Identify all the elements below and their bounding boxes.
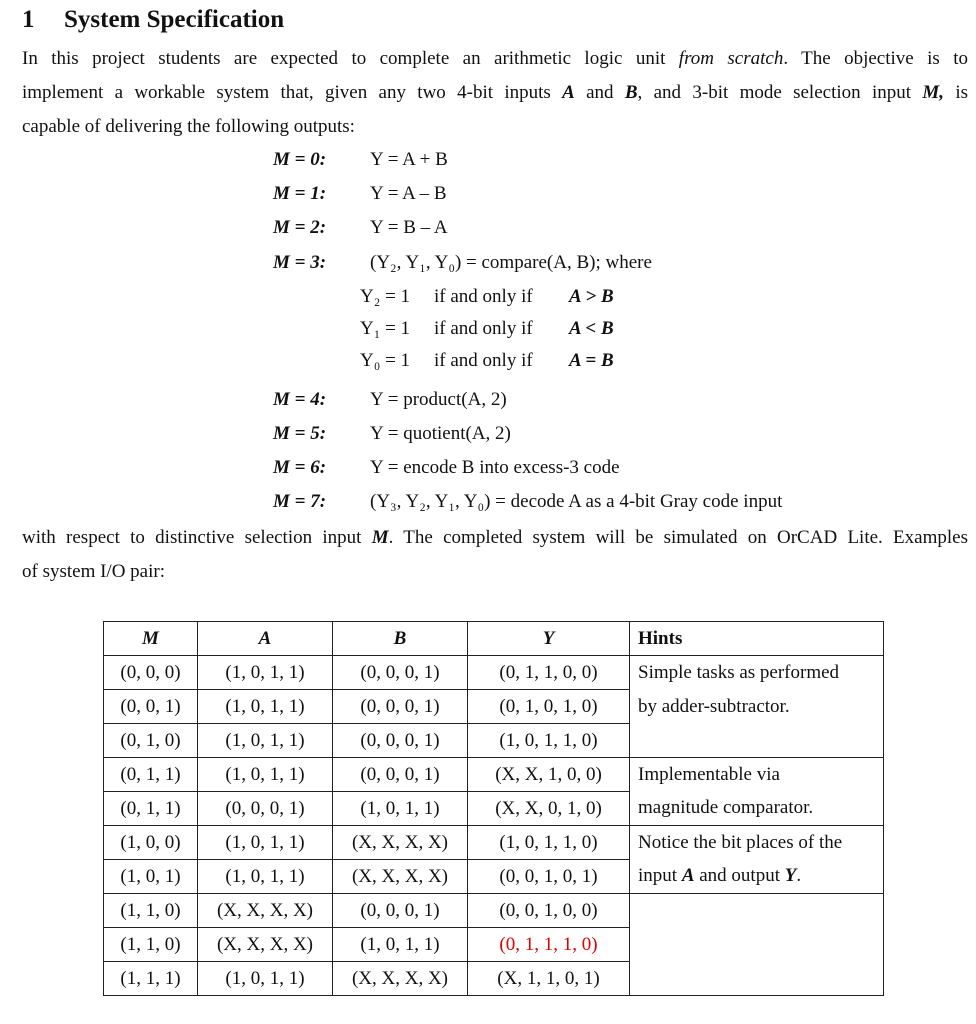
cell-hint <box>630 962 884 996</box>
table-row <box>104 724 884 758</box>
mode-label: M = 3: <box>273 252 327 273</box>
intro-line-1: In this project students are expected to complete an arithmetic logic unit from scratch. The objective is to <box>22 48 968 69</box>
cell-m: (0, 0, 0) <box>104 656 198 690</box>
cell-hint: Simple tasks as performed <box>630 656 884 690</box>
section-title: System Specification <box>64 6 285 33</box>
cell-m: (1, 1, 0) <box>104 928 198 962</box>
compare-cond: if and only if <box>434 286 533 307</box>
cell-m: (1, 1, 0) <box>104 894 198 928</box>
mode-label: M = 0: <box>273 149 327 170</box>
outro-line-1: with respect to distinctive selection input M. The completed system will be simulated on OrCAD Lite. Examples <box>22 527 968 548</box>
cell-b: (0, 0, 0, 1) <box>333 894 468 928</box>
mode-expr: Y = quotient(A, 2) <box>370 423 511 444</box>
cell-y: (0, 0, 1, 0, 1) <box>468 860 630 894</box>
mode-label: M = 6: <box>273 457 327 478</box>
cell-a: (1, 0, 1, 1) <box>198 724 333 758</box>
cell-a: (1, 0, 1, 1) <box>198 758 333 792</box>
cell-hint: Notice the bit places of the <box>630 826 884 860</box>
table-row <box>104 758 884 792</box>
cell-hint: by adder-subtractor. <box>630 690 884 724</box>
cell-y: (1, 0, 1, 1, 0) <box>468 826 630 860</box>
mode-label: M = 1: <box>273 183 327 204</box>
cell-b: (X, X, X, X) <box>333 962 468 996</box>
compare-out: Y₀ = 1 <box>360 350 411 371</box>
cell-a: (X, X, X, X) <box>198 928 333 962</box>
header-hints: Hints <box>630 622 884 656</box>
cell-a: (0, 0, 0, 1) <box>198 792 333 826</box>
cell-b: (0, 0, 0, 1) <box>333 690 468 724</box>
cell-a: (1, 0, 1, 1) <box>198 656 333 690</box>
table-row <box>104 690 884 724</box>
cell-a: (1, 0, 1, 1) <box>198 826 333 860</box>
header-b: B <box>333 622 468 656</box>
section-heading <box>22 6 284 34</box>
compare-rel: A < B <box>569 318 614 339</box>
cell-hint: Implementable via <box>630 758 884 792</box>
mode-expr: Y = A + B <box>370 149 448 170</box>
cell-y: (X, 1, 1, 0, 1) <box>468 962 630 996</box>
outro-line-2: of system I/O pair: <box>22 561 166 582</box>
cell-b: (0, 0, 0, 1) <box>333 656 468 690</box>
cell-b: (1, 0, 1, 1) <box>333 792 468 826</box>
mode-expr: Y = B – A <box>370 217 448 238</box>
compare-out: Y₁ = 1 <box>360 318 411 339</box>
section-number: 1 <box>22 6 35 33</box>
cell-b: (1, 0, 1, 1) <box>333 928 468 962</box>
mode-expr: (Y₂, Y₁, Y₀) = compare(A, B); where <box>370 252 652 273</box>
outro-paragraph <box>22 521 968 589</box>
io-table <box>103 621 884 996</box>
compare-rel: A > B <box>569 286 614 307</box>
compare-cond: if and only if <box>434 350 533 371</box>
table-header-row <box>104 622 884 656</box>
mode-label: M = 4: <box>273 389 327 410</box>
table-row <box>104 826 884 860</box>
table-row <box>104 860 884 894</box>
mode-expr: Y = encode B into excess-3 code <box>370 457 620 478</box>
cell-y: (1, 0, 1, 1, 0) <box>468 724 630 758</box>
table-row <box>104 894 884 928</box>
cell-m: (1, 0, 1) <box>104 860 198 894</box>
header-y: Y <box>468 622 630 656</box>
mode-label: M = 7: <box>273 491 327 512</box>
cell-b: (X, X, X, X) <box>333 860 468 894</box>
table-row <box>104 962 884 996</box>
cell-hint: magnitude comparator. <box>630 792 884 826</box>
intro-line-3: capable of delivering the following outputs: <box>22 116 355 137</box>
mode-label: M = 2: <box>273 217 327 238</box>
compare-out: Y₂ = 1 <box>360 286 411 307</box>
cell-a: (1, 0, 1, 1) <box>198 690 333 724</box>
compare-cond: if and only if <box>434 318 533 339</box>
cell-y: (0, 1, 1, 1, 0) <box>468 928 630 962</box>
cell-y: (0, 0, 1, 0, 0) <box>468 894 630 928</box>
cell-m: (1, 1, 1) <box>104 962 198 996</box>
cell-hint <box>630 724 884 758</box>
cell-a: (1, 0, 1, 1) <box>198 962 333 996</box>
intro-paragraph <box>22 42 968 144</box>
cell-b: (0, 0, 0, 1) <box>333 724 468 758</box>
intro-line-2: implement a workable system that, given any two 4-bit inputs A and B, and 3-bit mode selection input M, is <box>22 82 968 103</box>
table-row <box>104 928 884 962</box>
header-m: M <box>104 622 198 656</box>
mode-expr: (Y₃, Y₂, Y₁, Y₀) = decode A as a 4-bit Gray code input <box>370 491 783 512</box>
cell-m: (0, 1, 0) <box>104 724 198 758</box>
cell-m: (0, 1, 1) <box>104 792 198 826</box>
mode-expr: Y = A – B <box>370 183 447 204</box>
cell-y: (0, 1, 1, 0, 0) <box>468 656 630 690</box>
cell-hint <box>630 894 884 928</box>
table-row <box>104 792 884 826</box>
cell-m: (1, 0, 0) <box>104 826 198 860</box>
cell-a: (X, X, X, X) <box>198 894 333 928</box>
compare-rel: A = B <box>569 350 614 371</box>
mode-expr: Y = product(A, 2) <box>370 389 507 410</box>
mode-label: M = 5: <box>273 423 327 444</box>
cell-a: (1, 0, 1, 1) <box>198 860 333 894</box>
cell-m: (0, 1, 1) <box>104 758 198 792</box>
header-a: A <box>198 622 333 656</box>
cell-y: (X, X, 1, 0, 0) <box>468 758 630 792</box>
cell-hint <box>630 928 884 962</box>
cell-b: (0, 0, 0, 1) <box>333 758 468 792</box>
cell-b: (X, X, X, X) <box>333 826 468 860</box>
cell-y: (0, 1, 0, 1, 0) <box>468 690 630 724</box>
cell-y: (X, X, 0, 1, 0) <box>468 792 630 826</box>
table-row <box>104 656 884 690</box>
cell-hint: input A and output Y. <box>630 860 884 894</box>
cell-m: (0, 0, 1) <box>104 690 198 724</box>
